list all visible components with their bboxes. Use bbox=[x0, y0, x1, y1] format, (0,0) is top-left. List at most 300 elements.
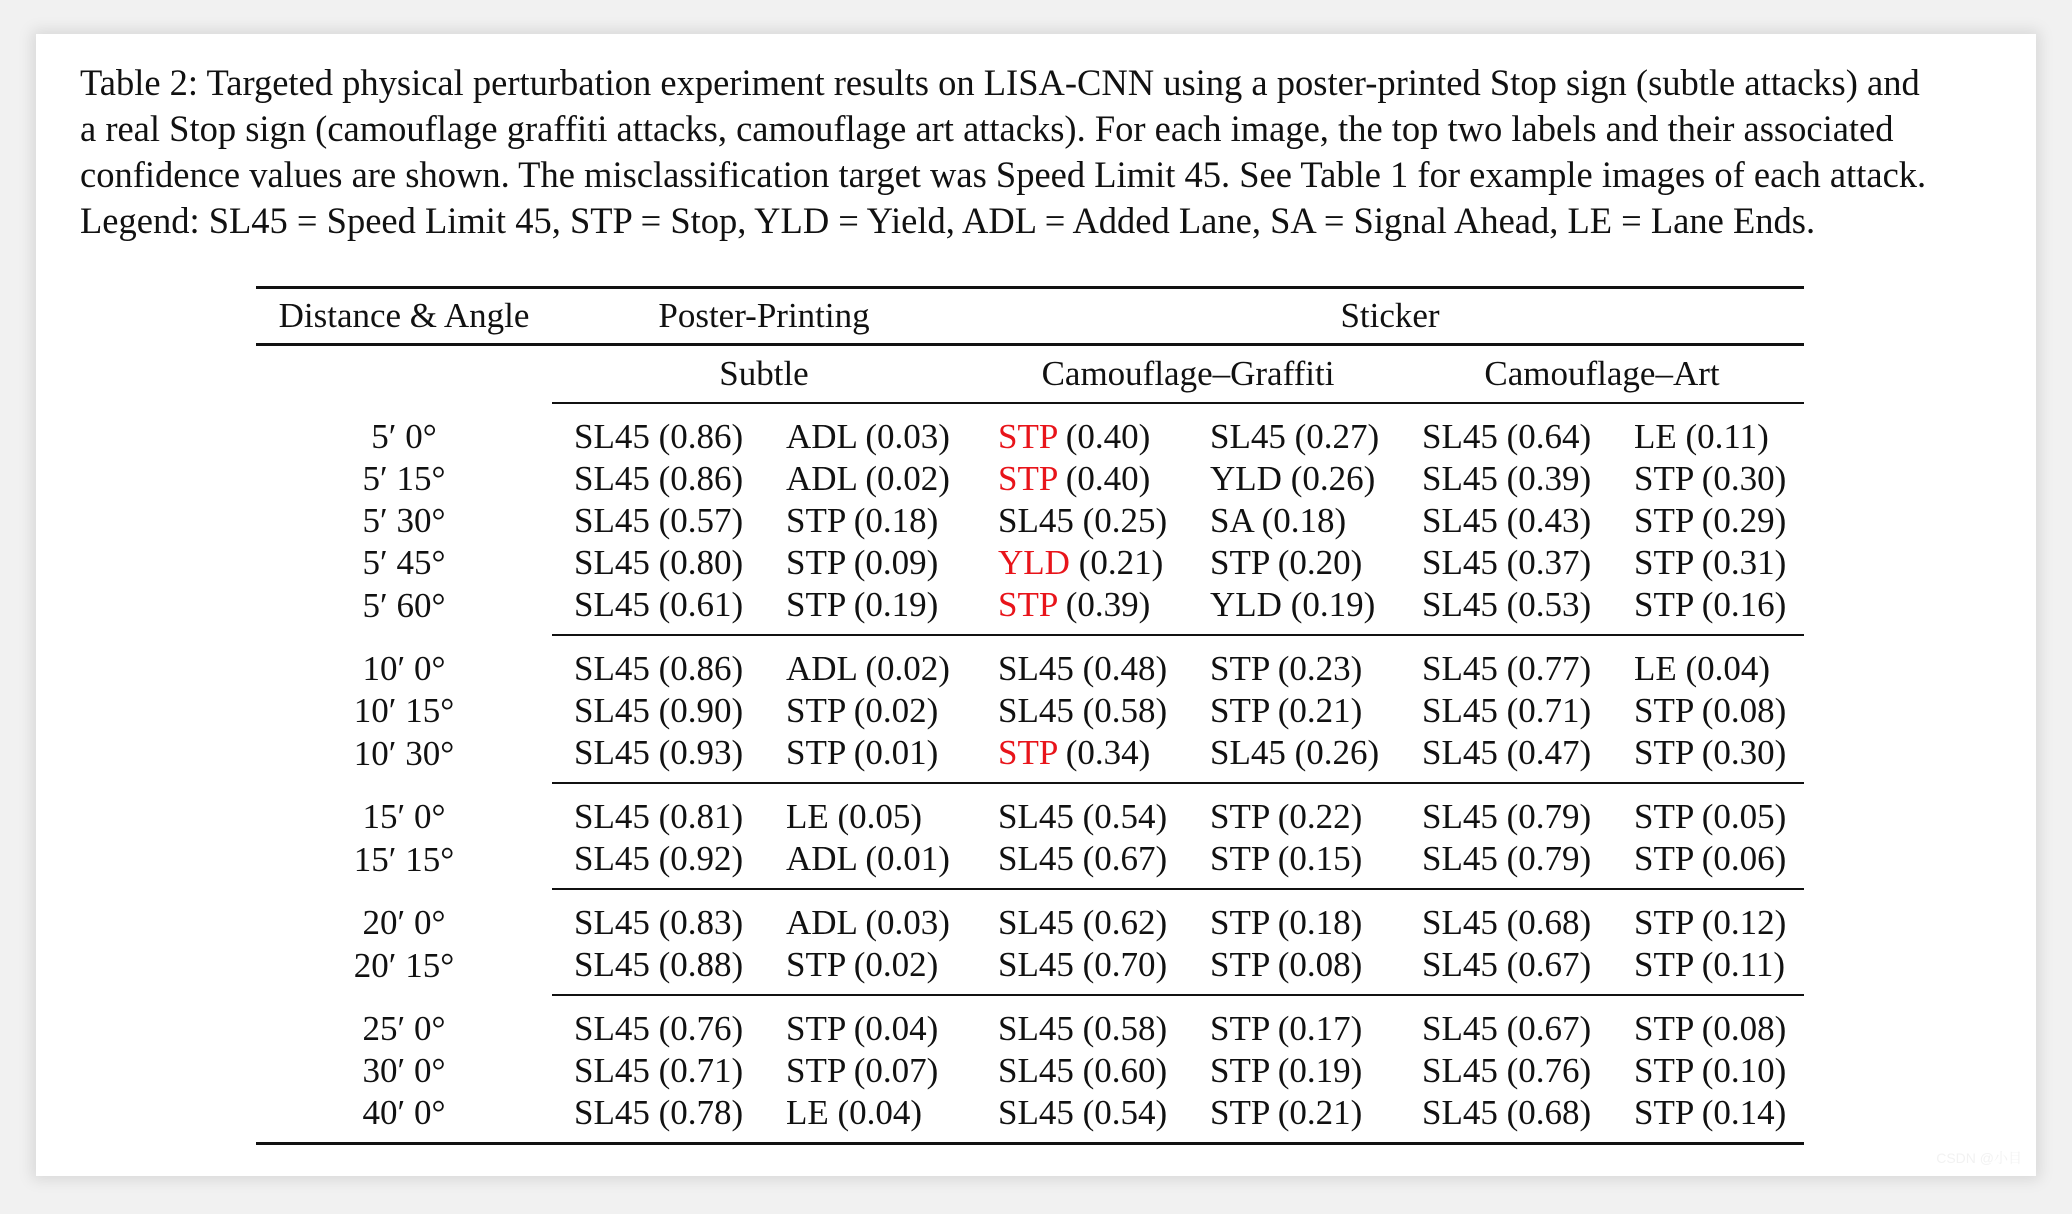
confidence-value: (0.17) bbox=[1269, 1009, 1363, 1048]
prediction-cell bbox=[1612, 500, 1804, 542]
prediction-cell bbox=[976, 1050, 1188, 1092]
prediction-cell bbox=[976, 732, 1188, 783]
predicted-label: SL45 bbox=[1422, 1009, 1498, 1048]
table-row bbox=[256, 690, 1804, 732]
table-row bbox=[256, 500, 1804, 542]
predicted-label: SL45 bbox=[998, 839, 1074, 878]
confidence-value: (0.05) bbox=[1693, 797, 1787, 836]
distance-angle-cell: 5′ 60° bbox=[362, 585, 446, 625]
predicted-label: STP bbox=[786, 691, 846, 730]
distance-angle-cell: 5′ 30° bbox=[362, 501, 446, 540]
prediction-cell bbox=[1188, 500, 1400, 542]
header-camouflage-graffiti: Camouflage–Graffiti bbox=[976, 345, 1400, 404]
table-row bbox=[256, 783, 1804, 838]
predicted-label: STP bbox=[1634, 903, 1694, 942]
predicted-label: SL45 bbox=[1422, 543, 1498, 582]
prediction-cell bbox=[1612, 1050, 1804, 1092]
header-subtle: Subtle bbox=[552, 345, 976, 404]
prediction-cell bbox=[976, 889, 1188, 944]
predicted-label: SL45 bbox=[1210, 417, 1286, 456]
confidence-value: (0.10) bbox=[1693, 1051, 1787, 1090]
confidence-value: (0.71) bbox=[1497, 691, 1592, 730]
prediction-cell bbox=[1612, 732, 1804, 783]
predicted-label: SL45 bbox=[574, 839, 650, 878]
prediction-cell bbox=[1612, 995, 1804, 1050]
prediction-cell bbox=[1188, 838, 1400, 889]
distance-angle-cell: 15′ 15° bbox=[353, 839, 455, 879]
prediction-cell bbox=[552, 944, 764, 995]
confidence-value: (0.80) bbox=[649, 543, 744, 582]
confidence-value: (0.64) bbox=[1497, 417, 1592, 456]
confidence-value: (0.79) bbox=[1497, 839, 1592, 878]
table-row bbox=[256, 732, 1804, 783]
predicted-label: SL45 bbox=[574, 691, 650, 730]
predicted-label: LE bbox=[786, 1093, 829, 1132]
predicted-label: SL45 bbox=[574, 543, 650, 582]
predicted-label: SL45 bbox=[1422, 501, 1498, 540]
prediction-cell bbox=[1612, 889, 1804, 944]
confidence-value: (0.76) bbox=[649, 1009, 744, 1048]
confidence-value: (0.68) bbox=[1497, 903, 1592, 942]
prediction-cell bbox=[1612, 783, 1804, 838]
table-body bbox=[256, 403, 1804, 1144]
confidence-value: (0.19) bbox=[1281, 585, 1376, 624]
prediction-cell bbox=[764, 500, 976, 542]
prediction-cell bbox=[764, 1092, 976, 1144]
paper-page bbox=[36, 34, 2036, 1176]
predicted-label: SL45 bbox=[1422, 417, 1498, 456]
predicted-label: STP bbox=[786, 543, 846, 582]
predicted-label: STP bbox=[1634, 1093, 1694, 1132]
confidence-value: (0.34) bbox=[1057, 733, 1151, 772]
distance-angle-cell: 30′ 0° bbox=[362, 1051, 446, 1090]
prediction-cell bbox=[552, 584, 764, 635]
predicted-label: STP bbox=[1634, 585, 1694, 624]
predicted-label: SL45 bbox=[1422, 839, 1498, 878]
confidence-value: (0.08) bbox=[1693, 1009, 1787, 1048]
confidence-value: (0.02) bbox=[845, 691, 939, 730]
confidence-value: (0.18) bbox=[1269, 903, 1363, 942]
caption-line: Legend: SL45 = Speed Limit 45, STP = Stop, YLD = Yield, ADL = Added Lane, SA = Signal Ahead, LE = Lane Ends. bbox=[80, 200, 1816, 241]
prediction-cell bbox=[1400, 500, 1612, 542]
prediction-cell bbox=[552, 732, 764, 783]
confidence-value: (0.19) bbox=[1269, 1051, 1363, 1090]
table-caption bbox=[80, 60, 2030, 244]
distance-angle-cell: 5′ 45° bbox=[362, 543, 446, 582]
prediction-cell bbox=[1188, 1092, 1400, 1144]
confidence-value: (0.86) bbox=[649, 417, 744, 456]
prediction-cell bbox=[1400, 944, 1612, 995]
confidence-value: (0.02) bbox=[856, 649, 950, 688]
prediction-cell bbox=[764, 783, 976, 838]
confidence-value: (0.67) bbox=[1497, 945, 1592, 984]
confidence-value: (0.92) bbox=[649, 839, 744, 878]
predicted-label: STP bbox=[1210, 1093, 1270, 1132]
prediction-cell bbox=[1612, 690, 1804, 732]
table-row bbox=[256, 1050, 1804, 1092]
confidence-value: (0.77) bbox=[1497, 649, 1592, 688]
prediction-cell bbox=[1400, 403, 1612, 458]
predicted-label: SL45 bbox=[998, 797, 1074, 836]
predicted-label: SL45 bbox=[574, 1009, 650, 1048]
prediction-cell bbox=[764, 403, 976, 458]
confidence-value: (0.05) bbox=[828, 797, 923, 836]
confidence-value: (0.83) bbox=[649, 903, 744, 942]
prediction-cell bbox=[1188, 458, 1400, 500]
confidence-value: (0.04) bbox=[1676, 649, 1771, 688]
confidence-value: (0.79) bbox=[1497, 797, 1592, 836]
confidence-value: (0.23) bbox=[1269, 649, 1363, 688]
results-table bbox=[256, 286, 1804, 1145]
predicted-label: SL45 bbox=[574, 459, 650, 498]
confidence-value: (0.86) bbox=[649, 649, 744, 688]
prediction-cell bbox=[764, 944, 976, 995]
predicted-label: STP bbox=[1210, 691, 1270, 730]
prediction-cell bbox=[1188, 542, 1400, 584]
confidence-value: (0.67) bbox=[1073, 839, 1168, 878]
predicted-label: STP bbox=[786, 585, 846, 624]
prediction-cell bbox=[1188, 635, 1400, 690]
predicted-label: SL45 bbox=[1422, 1051, 1498, 1090]
watermark: CSDN @小目 bbox=[1936, 1150, 2022, 1166]
confidence-value: (0.14) bbox=[1693, 1093, 1787, 1132]
confidence-value: (0.93) bbox=[649, 733, 744, 772]
prediction-cell bbox=[1400, 889, 1612, 944]
distance-angle-cell: 5′ 0° bbox=[371, 416, 437, 456]
confidence-value: (0.48) bbox=[1073, 649, 1168, 688]
predicted-label: STP bbox=[1634, 501, 1694, 540]
table-row bbox=[256, 542, 1804, 584]
prediction-cell bbox=[1188, 732, 1400, 783]
table-row bbox=[256, 584, 1804, 635]
confidence-value: (0.76) bbox=[1497, 1051, 1592, 1090]
table-row bbox=[256, 1092, 1804, 1144]
prediction-cell bbox=[552, 1092, 764, 1144]
table-row bbox=[256, 944, 1804, 995]
prediction-cell bbox=[1188, 944, 1400, 995]
predicted-label: STP bbox=[1634, 797, 1694, 836]
confidence-value: (0.58) bbox=[1073, 1009, 1168, 1048]
predicted-label: SL45 bbox=[998, 1009, 1074, 1048]
predicted-label: STP bbox=[1634, 459, 1694, 498]
prediction-cell bbox=[1400, 783, 1612, 838]
prediction-cell bbox=[976, 635, 1188, 690]
prediction-cell bbox=[1400, 690, 1612, 732]
prediction-cell bbox=[764, 542, 976, 584]
predicted-label: SL45 bbox=[1422, 691, 1498, 730]
predicted-label: YLD bbox=[1210, 459, 1282, 498]
table-row bbox=[256, 995, 1804, 1050]
predicted-label: SL45 bbox=[1422, 649, 1498, 688]
predicted-label: STP bbox=[1210, 839, 1270, 878]
header-poster-printing: Poster-Printing bbox=[552, 288, 976, 345]
confidence-value: (0.15) bbox=[1269, 839, 1363, 878]
predicted-label: SL45 bbox=[998, 649, 1074, 688]
confidence-value: (0.68) bbox=[1497, 1093, 1592, 1132]
confidence-value: (0.39) bbox=[1497, 459, 1592, 498]
predicted-label: STP bbox=[1634, 543, 1694, 582]
prediction-cell bbox=[976, 944, 1188, 995]
caption-line: a real Stop sign (camouflage graffiti attacks, camouflage art attacks). For each image, the top two labels and their associated bbox=[80, 108, 1894, 149]
prediction-cell bbox=[976, 584, 1188, 635]
prediction-cell bbox=[1400, 732, 1612, 783]
table-row bbox=[256, 635, 1804, 690]
prediction-cell bbox=[1400, 995, 1612, 1050]
predicted-label: SL45 bbox=[1422, 945, 1498, 984]
prediction-cell bbox=[976, 690, 1188, 732]
confidence-value: (0.04) bbox=[845, 1009, 939, 1048]
predicted-label: SL45 bbox=[1422, 797, 1498, 836]
confidence-value: (0.88) bbox=[649, 945, 744, 984]
prediction-cell bbox=[764, 584, 976, 635]
confidence-value: (0.11) bbox=[1693, 945, 1786, 984]
predicted-label: STP bbox=[1210, 945, 1270, 984]
prediction-cell bbox=[976, 783, 1188, 838]
predicted-label: SL45 bbox=[574, 1051, 650, 1090]
predicted-label: STP bbox=[998, 417, 1058, 456]
predicted-label: SL45 bbox=[574, 945, 650, 984]
confidence-value: (0.25) bbox=[1073, 501, 1168, 540]
confidence-value: (0.43) bbox=[1497, 501, 1592, 540]
confidence-value: (0.12) bbox=[1693, 903, 1787, 942]
table-row bbox=[256, 403, 1804, 458]
prediction-cell bbox=[1612, 584, 1804, 635]
confidence-value: (0.21) bbox=[1069, 543, 1164, 582]
header-blank bbox=[256, 345, 552, 404]
distance-angle-cell: 20′ 0° bbox=[362, 902, 446, 942]
confidence-value: (0.03) bbox=[856, 417, 950, 456]
confidence-value: (0.78) bbox=[649, 1093, 744, 1132]
header-camouflage-art: Camouflage–Art bbox=[1400, 345, 1804, 404]
prediction-cell bbox=[1612, 1092, 1804, 1144]
confidence-value: (0.54) bbox=[1073, 797, 1168, 836]
table-row bbox=[256, 889, 1804, 944]
prediction-cell bbox=[764, 838, 976, 889]
prediction-cell bbox=[764, 1050, 976, 1092]
distance-angle-cell: 15′ 0° bbox=[362, 796, 446, 836]
predicted-label: STP bbox=[1210, 543, 1270, 582]
prediction-cell bbox=[1400, 1092, 1612, 1144]
confidence-value: (0.09) bbox=[845, 543, 939, 582]
confidence-value: (0.53) bbox=[1497, 585, 1592, 624]
prediction-cell bbox=[764, 690, 976, 732]
predicted-label: STP bbox=[1210, 797, 1270, 836]
prediction-cell bbox=[1188, 1050, 1400, 1092]
confidence-value: (0.18) bbox=[1252, 501, 1347, 540]
confidence-value: (0.19) bbox=[845, 585, 939, 624]
prediction-cell bbox=[764, 458, 976, 500]
confidence-value: (0.57) bbox=[649, 501, 744, 540]
predicted-label: LE bbox=[786, 797, 829, 836]
confidence-value: (0.08) bbox=[1269, 945, 1363, 984]
prediction-cell bbox=[552, 690, 764, 732]
predicted-label: SL45 bbox=[574, 585, 650, 624]
confidence-value: (0.01) bbox=[856, 839, 950, 878]
header-sticker: Sticker bbox=[976, 288, 1804, 345]
predicted-label: STP bbox=[786, 945, 846, 984]
prediction-cell bbox=[1612, 542, 1804, 584]
confidence-value: (0.20) bbox=[1269, 543, 1363, 582]
confidence-value: (0.62) bbox=[1073, 903, 1168, 942]
predicted-label: ADL bbox=[786, 649, 857, 688]
header-distance-angle: Distance & Angle bbox=[256, 288, 552, 345]
header-row-1 bbox=[256, 288, 1804, 345]
confidence-value: (0.67) bbox=[1497, 1009, 1592, 1048]
predicted-label: STP bbox=[1634, 945, 1694, 984]
prediction-cell bbox=[764, 889, 976, 944]
confidence-value: (0.37) bbox=[1497, 543, 1592, 582]
predicted-label: SL45 bbox=[574, 797, 650, 836]
confidence-value: (0.21) bbox=[1269, 1093, 1363, 1132]
confidence-value: (0.30) bbox=[1693, 459, 1787, 498]
prediction-cell bbox=[1188, 584, 1400, 635]
confidence-value: (0.58) bbox=[1073, 691, 1168, 730]
prediction-cell bbox=[1400, 635, 1612, 690]
confidence-value: (0.71) bbox=[649, 1051, 744, 1090]
prediction-cell bbox=[1400, 542, 1612, 584]
confidence-value: (0.08) bbox=[1693, 691, 1787, 730]
confidence-value: (0.26) bbox=[1281, 459, 1376, 498]
predicted-label: ADL bbox=[786, 417, 857, 456]
confidence-value: (0.40) bbox=[1057, 417, 1151, 456]
distance-angle-cell: 10′ 30° bbox=[353, 733, 455, 773]
prediction-cell bbox=[1188, 783, 1400, 838]
prediction-cell bbox=[1400, 584, 1612, 635]
confidence-value: (0.31) bbox=[1693, 543, 1787, 582]
table-row bbox=[256, 458, 1804, 500]
prediction-cell bbox=[764, 995, 976, 1050]
confidence-value: (0.16) bbox=[1693, 585, 1787, 624]
predicted-label: SL45 bbox=[574, 501, 650, 540]
confidence-value: (0.06) bbox=[1693, 839, 1787, 878]
confidence-value: (0.81) bbox=[649, 797, 744, 836]
distance-angle-cell: 20′ 15° bbox=[353, 945, 455, 985]
confidence-value: (0.61) bbox=[649, 585, 744, 624]
confidence-value: (0.39) bbox=[1057, 585, 1151, 624]
confidence-value: (0.18) bbox=[845, 501, 939, 540]
prediction-cell bbox=[1188, 995, 1400, 1050]
predicted-label: STP bbox=[1634, 1051, 1694, 1090]
prediction-cell bbox=[552, 889, 764, 944]
confidence-value: (0.90) bbox=[649, 691, 744, 730]
predicted-label: SL45 bbox=[1422, 459, 1498, 498]
confidence-value: (0.86) bbox=[649, 459, 744, 498]
confidence-value: (0.27) bbox=[1285, 417, 1380, 456]
prediction-cell bbox=[976, 500, 1188, 542]
prediction-cell bbox=[764, 635, 976, 690]
prediction-cell bbox=[976, 995, 1188, 1050]
confidence-value: (0.29) bbox=[1693, 501, 1787, 540]
predicted-label: YLD bbox=[1210, 585, 1282, 624]
prediction-cell bbox=[976, 458, 1188, 500]
prediction-cell bbox=[1188, 889, 1400, 944]
predicted-label: STP bbox=[998, 459, 1058, 498]
predicted-label: STP bbox=[998, 585, 1058, 624]
confidence-value: (0.03) bbox=[856, 903, 950, 942]
predicted-label: STP bbox=[1210, 903, 1270, 942]
confidence-value: (0.21) bbox=[1269, 691, 1363, 730]
prediction-cell bbox=[552, 995, 764, 1050]
predicted-label: SL45 bbox=[998, 501, 1074, 540]
prediction-cell bbox=[552, 542, 764, 584]
predicted-label: STP bbox=[1634, 839, 1694, 878]
prediction-cell bbox=[552, 783, 764, 838]
confidence-value: (0.04) bbox=[828, 1093, 923, 1132]
prediction-cell bbox=[1188, 690, 1400, 732]
predicted-label: SL45 bbox=[574, 1093, 650, 1132]
predicted-label: LE bbox=[1634, 649, 1677, 688]
predicted-label: STP bbox=[786, 1051, 846, 1090]
predicted-label: SL45 bbox=[1422, 585, 1498, 624]
prediction-cell bbox=[552, 1050, 764, 1092]
prediction-cell bbox=[552, 500, 764, 542]
confidence-value: (0.11) bbox=[1676, 417, 1769, 456]
distance-angle-cell: 5′ 15° bbox=[362, 459, 446, 498]
prediction-cell bbox=[1612, 403, 1804, 458]
predicted-label: ADL bbox=[786, 839, 857, 878]
predicted-label: STP bbox=[786, 1009, 846, 1048]
predicted-label: LE bbox=[1634, 417, 1677, 456]
prediction-cell bbox=[976, 838, 1188, 889]
distance-angle-cell: 10′ 15° bbox=[353, 691, 455, 730]
confidence-value: (0.70) bbox=[1073, 945, 1168, 984]
prediction-cell bbox=[1400, 458, 1612, 500]
header-row-2 bbox=[256, 345, 1804, 404]
confidence-value: (0.47) bbox=[1497, 733, 1592, 772]
predicted-label: SL45 bbox=[1422, 903, 1498, 942]
distance-angle-cell: 40′ 0° bbox=[256, 1092, 552, 1144]
predicted-label: STP bbox=[1210, 649, 1270, 688]
table-row bbox=[256, 838, 1804, 889]
confidence-value: (0.02) bbox=[856, 459, 950, 498]
predicted-label: STP bbox=[786, 501, 846, 540]
predicted-label: SL45 bbox=[574, 417, 650, 456]
confidence-value: (0.30) bbox=[1693, 733, 1787, 772]
prediction-cell bbox=[1612, 944, 1804, 995]
predicted-label: STP bbox=[1634, 733, 1694, 772]
predicted-label: STP bbox=[1210, 1009, 1270, 1048]
confidence-value: (0.54) bbox=[1073, 1093, 1168, 1132]
prediction-cell bbox=[976, 1092, 1188, 1144]
predicted-label: SL45 bbox=[1422, 733, 1498, 772]
predicted-label: SL45 bbox=[998, 691, 1074, 730]
predicted-label: SL45 bbox=[1422, 1093, 1498, 1132]
prediction-cell bbox=[1400, 1050, 1612, 1092]
predicted-label: STP bbox=[1634, 691, 1694, 730]
prediction-cell bbox=[976, 542, 1188, 584]
caption-line: Table 2: Targeted physical perturbation experiment results on LISA-CNN using a poster-printed Stop sign (subtle attacks) and bbox=[80, 62, 1920, 103]
predicted-label: SL45 bbox=[574, 733, 650, 772]
prediction-cell bbox=[552, 403, 764, 458]
predicted-label: SL45 bbox=[998, 903, 1074, 942]
confidence-value: (0.02) bbox=[845, 945, 939, 984]
confidence-value: (0.22) bbox=[1269, 797, 1363, 836]
predicted-label: YLD bbox=[998, 543, 1070, 582]
predicted-label: STP bbox=[786, 733, 846, 772]
prediction-cell bbox=[1612, 458, 1804, 500]
prediction-cell bbox=[976, 403, 1188, 458]
confidence-value: (0.26) bbox=[1285, 733, 1380, 772]
prediction-cell bbox=[552, 458, 764, 500]
predicted-label: SL45 bbox=[1210, 733, 1286, 772]
confidence-value: (0.07) bbox=[845, 1051, 939, 1090]
prediction-cell bbox=[552, 635, 764, 690]
prediction-cell bbox=[552, 838, 764, 889]
distance-angle-cell: 10′ 0° bbox=[362, 648, 446, 688]
predicted-label: SL45 bbox=[998, 1051, 1074, 1090]
predicted-label: ADL bbox=[786, 903, 857, 942]
prediction-cell bbox=[1188, 403, 1400, 458]
